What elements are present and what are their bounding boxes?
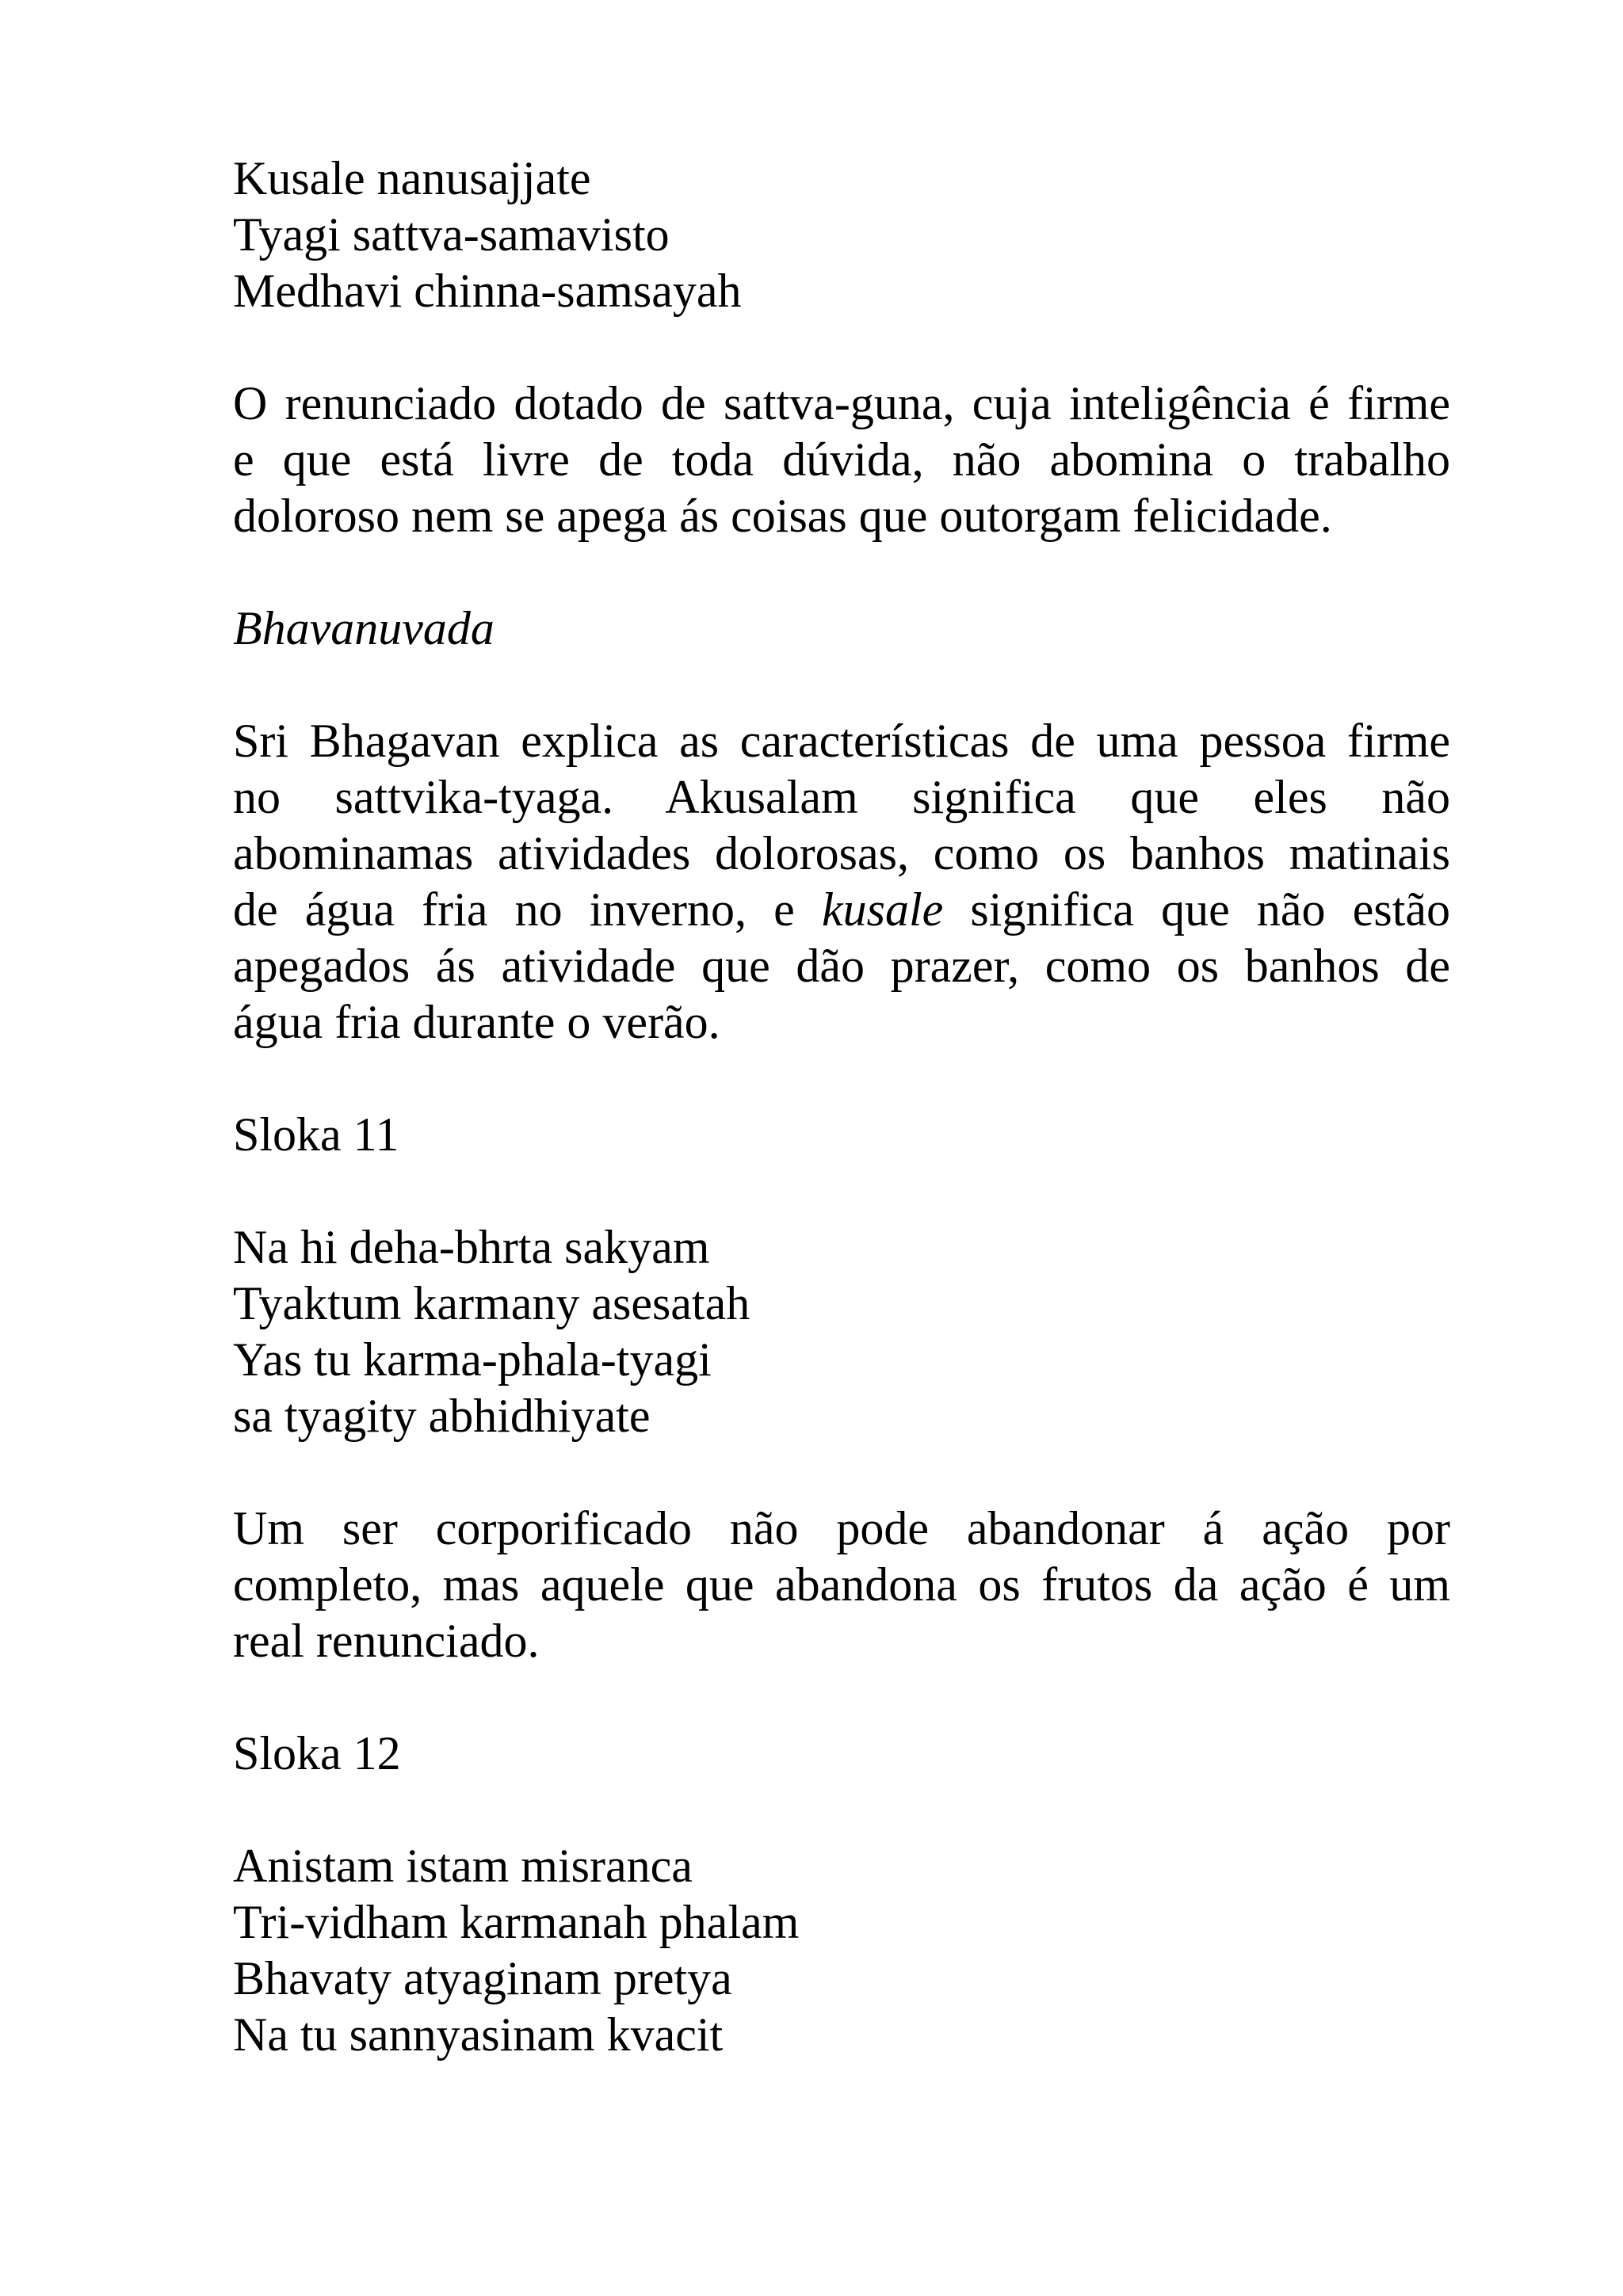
paragraph-line: apegados ás atividade que dão prazer, como os banhos de — [233, 940, 1450, 992]
paragraph-spacer — [233, 1444, 1450, 1501]
verse-block — [233, 1838, 1450, 2063]
paragraph-spacer — [233, 319, 1450, 376]
verse-line: Medhavi chinna-samsayah — [233, 265, 742, 317]
paragraph-line: completo, mas aquele que abandona os frutos da ação é um — [233, 1558, 1450, 1611]
paragraph-line: Sri Bhagavan explica as características de uma pessoa firme — [233, 715, 1450, 767]
paragraph-spacer — [233, 544, 1450, 601]
translation-paragraph — [233, 376, 1450, 544]
paragraph-line: no sattvika-tyaga. Akusalam significa que eles não — [233, 771, 1450, 823]
verse-line: Kusale nanusajjate — [233, 152, 591, 204]
verse-block — [233, 151, 1450, 319]
paragraph-spacer — [233, 1051, 1450, 1107]
paragraph-spacer — [233, 1163, 1450, 1219]
verse-line: sa tyagity abhidhiyate — [233, 1390, 651, 1442]
text-run: significa que não estão — [943, 883, 1450, 936]
paragraph-line: abominamas atividades dolorosas, como os banhos matinais — [233, 827, 1450, 879]
section-heading: Bhavanuvada — [233, 602, 495, 654]
sloka-heading: Sloka 11 — [233, 1108, 399, 1161]
paragraph-spacer — [233, 657, 1450, 713]
text-run: de água fria no inverno, e — [233, 883, 822, 936]
verse-block — [233, 1219, 1450, 1444]
paragraph-line: O renunciado dotado de sattva-guna, cuja inteligência é firme — [233, 377, 1450, 429]
paragraph-line: Um ser corporificado não pode abandonar á ação por — [233, 1502, 1450, 1554]
verse-line: Na hi deha-bhrta sakyam — [233, 1221, 710, 1273]
paragraph-line: e que está livre de toda dúvida, não abomina o trabalho — [233, 433, 1450, 486]
verse-line: Anistam istam misranca — [233, 1840, 693, 1892]
document-page — [233, 151, 1450, 2063]
verse-line: Yas tu karma-phala-tyagi — [233, 1333, 712, 1386]
paragraph-line: água fria durante o verão. — [233, 996, 720, 1048]
verse-line: Tyagi sattva-samavisto — [233, 208, 670, 261]
sloka-heading: Sloka 12 — [233, 1727, 401, 1779]
translation-paragraph — [233, 1501, 1450, 1669]
paragraph-spacer — [233, 1669, 1450, 1726]
italic-term: kusale — [821, 883, 944, 936]
paragraph-line — [233, 882, 1450, 938]
paragraph-spacer — [233, 1782, 1450, 1838]
verse-line: Tri-vidham karmanah phalam — [233, 1896, 800, 1948]
verse-line: Tyaktum karmany asesatah — [233, 1277, 750, 1329]
verse-line: Na tu sannyasinam kvacit — [233, 2008, 724, 2061]
paragraph-line: doloroso nem se apega ás coisas que outorgam felicidade. — [233, 490, 1332, 542]
commentary-paragraph — [233, 713, 1450, 1051]
verse-line: Bhavaty atyaginam pretya — [233, 1952, 732, 2004]
paragraph-line: real renunciado. — [233, 1615, 540, 1667]
